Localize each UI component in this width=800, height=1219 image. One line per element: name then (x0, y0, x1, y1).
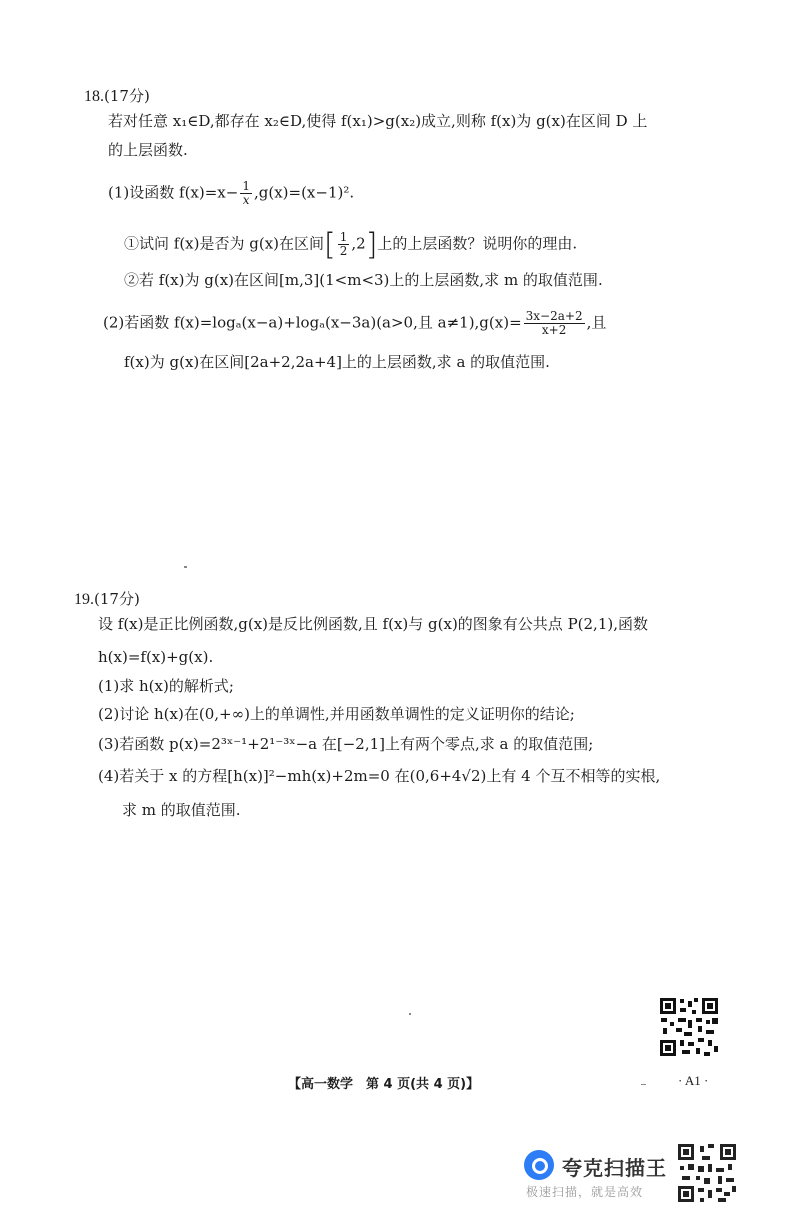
q19-points: (17分) (94, 590, 140, 608)
scanner-watermark (524, 1142, 667, 1199)
q18-part2 (103, 310, 606, 337)
q19-header (74, 589, 140, 610)
page-footer: 【高一数学 第 4 页(共 4 页)】 (288, 1077, 480, 1092)
q18-part1 (108, 180, 354, 207)
q19-part1: (1)求 h(x)的解析式; (98, 677, 234, 695)
q18-part2-line2: f(x)为 g(x)在区间[2a+2,2a+4]上的上层函数,求 a 的取值范围. (124, 353, 550, 371)
q18-part1a-post: 上的上层函数？说明你的理由. (377, 234, 578, 253)
fraction-denominator: 2 (339, 244, 348, 258)
q18-part1-b: ②若 f(x)为 g(x)在区间[m,3](1<m<3)上的上层函数,求 m 的取值范围. (124, 271, 603, 289)
scan-speck (409, 1013, 411, 1015)
watermark-qr-code (676, 1142, 738, 1204)
q18-part2-post: ,且 (586, 313, 607, 332)
watermark-tagline: 极速扫描，就是高效 (526, 1185, 644, 1199)
watermark-app-name: 夸克扫描王 (562, 1156, 667, 1180)
q18-part1-a (124, 227, 578, 263)
qr-code (658, 996, 720, 1058)
paper-code: · A1 · (678, 1073, 709, 1088)
scan-speck (641, 1084, 646, 1085)
q18-part2-fraction (524, 310, 585, 337)
right-bracket: ] (365, 227, 378, 263)
fraction-numerator: 1 (242, 179, 250, 193)
q18-definition-line1: 若对任意 x₁∈D,都存在 x₂∈D,使得 f(x₁)>g(x₂)成立,则称 f(x)为 g(x)在区间 D 上 (108, 112, 648, 130)
fraction-denominator: x+2 (541, 323, 567, 337)
q18-part1a-mid: ,2 (351, 234, 366, 253)
q19-part4-line1: (4)若关于 x 的方程[h(x)]²−mh(x)+2m=0 在(0,6+4√2)上有 4 个互不相等的实根, (98, 767, 661, 785)
q19-stem-line1: 设 f(x)是正比例函数,g(x)是反比例函数,且 f(x)与 g(x)的图象有公共点 P(2,1),函数 (98, 615, 648, 633)
q18-points: (17分) (104, 87, 150, 105)
q18-part2-pre: (2)若函数 f(x)=logₐ(x−a)+logₐ(x−3a)(a>0,且 a≠1),g(x)= (103, 313, 522, 332)
q19-part2: (2)讨论 h(x)在(0,+∞)上的单调性,并用函数单调性的定义证明你的结论; (98, 705, 575, 723)
q18-part1-post: ,g(x)=(x−1)². (253, 183, 355, 202)
q18-part1a-fraction (338, 231, 350, 258)
fraction-numerator: 1 (339, 230, 348, 244)
q18-part1a-pre: ①试问 f(x)是否为 g(x)在区间 (124, 234, 325, 253)
q18-number: 18. (84, 88, 104, 105)
q19-number: 19. (74, 591, 94, 608)
fraction-denominator: x (242, 193, 250, 207)
q18-part1-fraction (240, 180, 252, 207)
quark-logo-icon (524, 1150, 554, 1180)
scan-speck (184, 566, 187, 568)
q19-stem-line2: h(x)=f(x)+g(x). (98, 648, 214, 666)
fraction-numerator: 3x−2a+2 (525, 309, 583, 323)
q18-definition-line2: 的上层函数. (108, 141, 188, 159)
left-bracket: [ (324, 227, 336, 263)
q19-part4-line2: 求 m 的取值范围. (122, 801, 241, 819)
q18-header (84, 86, 150, 107)
q18-part1-pre: (1)设函数 f(x)=x− (108, 183, 239, 202)
q19-part3: (3)若函数 p(x)=2³ˣ⁻¹+2¹⁻³ˣ−a 在[−2,1]上有两个零点,求 a 的取值范围; (98, 735, 594, 753)
